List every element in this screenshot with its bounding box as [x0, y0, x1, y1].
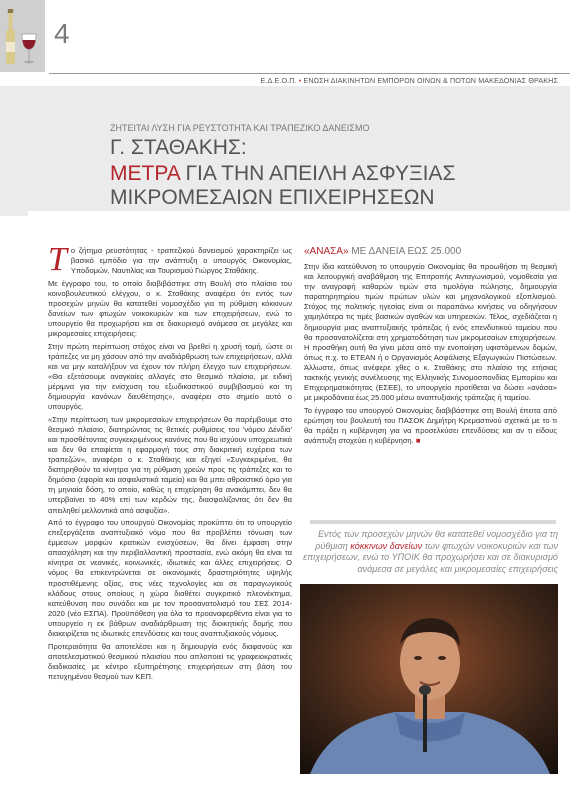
paragraph: [304, 406, 557, 446]
portrait-photo: [300, 584, 558, 774]
paragraph: «Στην περίπτωση των μικρομεσαίων επιχειρήσεων θα παρέμβουμε στο θεσμικό πλαίσιο, διατηρώντας τις θετικές ρυθμίσεις του 'νόμου Δένδια' και προσθέτοντας συγκεκριμένους κανόνες που θα ισχύουν υποχρεωτικά και δεν θα επαφίεται η εφαρμογή τους στη διακριτική ευχέρεια των τραπεζών», αναφέρει ο κ. Σταθάκης και εξηγεί «Συγκεκριμένα, θα διατηρηθούν τα κίνητρα για τη ρύθμιση χρεών προς τις τράπεζες και το δημόσιο (εφορία και ασφαλιστικά ταμεία) και θα μπει αθροιστικό όριο για τη μηνιαία δόση, το οποίο, καθώς η επιχείρηση θα ανακάμπτει, δεν θα υπερβαίνει το 40% επί των κερδών της, διασφαλίζοντας ότι δεν θα απειληθεί μελλοντικά από ασφυξία».: [48, 414, 292, 515]
page-number: 4: [54, 18, 70, 49]
article-column-2: [304, 246, 557, 448]
header-tagline: ΕΝΩΣΗ ΔΙΑΚΙΝΗΤΩΝ ΕΜΠΟΡΩΝ ΟΙΝΩΝ & ΠΟΤΩΝ ΜΑΚΕΔΟΝΙΑΣ ΘΡΑΚΗΣ: [303, 76, 558, 85]
paragraph-text: Το έγγραφο του υπουργού Οικονομίας διαβιβάστηκε στη Βουλή έπειτα από ερώτηση του βουλευτή του ΠΑΣΟΚ Δημήτρη Κρεμαστινού σχετικά με το τι θα πράξει η κυβέρνηση για να προσελκύσει επενδύσεις και αν τι είδους ανάπτυξη στοχεύει η κυβέρνηση.: [304, 405, 557, 445]
pullquote-highlight: κόκκινων δανείων: [350, 540, 423, 551]
header-bullet: •: [298, 76, 302, 85]
drop-cap: Τ: [48, 241, 67, 278]
article-kicker: ΖΗΤΕΙΤΑΙ ΛΥΣΗ ΓΙΑ ΡΕΥΣΤΟΤΗΤΑ ΚΑΙ ΤΡΑΠΕΖΙΚΟ ΔΑΝΕΙΣΜΟ: [110, 123, 370, 133]
paragraph: Με έγγραφο του, το οποίο διαβιβάστηκε στη Βουλή στο πλαίσιο του κοινοβουλευτικού ελέγχου, ο κ. Σταθάκης αναφέρει ότι εντός των προσεχών μηνών θα κατατεθεί νομοσχέδιο για τη ρύθμιση κόκκινων δανείων των φτωχών νοικοκυριών και των επιχειρήσεων, ενώ το υπουργείο θα προχωρήσει και σε διακυρισμό ανάμεσα σε μεγάλες και μικρομεσαίες επιχειρήσεις:: [48, 278, 292, 339]
title-highlight: ΜΕΤΡΑ: [110, 162, 180, 185]
article-column-1: [48, 241, 292, 684]
title-line-2: [110, 163, 455, 184]
paragraph: [48, 241, 292, 278]
title-line-1: Γ. ΣΤΑΘΑΚΗΣ:: [110, 136, 247, 159]
header-org: Ε.Δ.Ε.Ο.Π.: [260, 76, 297, 85]
paragraph: Από το έγγραφο του υπουργού Οικονομίας προκύπτει ότι το υπουργείο επεξεργάζεται αναπτυξιακό νόμο που θα προβλέπει τόνωση των έμμεσων μορφών κρατικών ενισχύσεων, θα δίνει έμφαση στην απασχόληση και την περιβαλλοντική προστασία, ενώ ακόμη θα είναι τα κίνητρα σε νεανικές, κοινωνικές, ιδιωτικές και άλλες επιχειρήσεις. Ο νόμος θα επικεντρώνεται σε οικονομικές δραστηριότητες υψηλής προστιθέμενης αξίας, στις νέες τεχνολογίες και σε παραγωγικούς κλάδους στους οποίους η χώρα διαθέτει συγκριτικό πλεονέκτημα, κατεύθυνση που συνάδει και με τον προσανατολισμό του ΣΕΣ 2014-2020 (νέο ΕΣΠΑ). Προϋπόθεση για όλα τα προαναφερθέντα είναι για το υπουργείο η εκ βάθρων αναδιάρθρωση της διοικητικής δομής που διακειρίζεται τις ιδιωτικές επενδύσεις και τους αναπτυξιακούς νόμους.: [48, 518, 292, 639]
running-header: [260, 76, 558, 85]
end-mark: ■: [415, 435, 421, 445]
title-line-2-rest: ΓΙΑ ΤΗΝ ΑΠΕΙΛΗ ΑΣΦΥΞΙΑΣ: [179, 162, 456, 185]
paragraph: Προτεραιότητα θα αποτελέσει και η δημιουργία ενός διαφανούς και αποτελεσματικού θεσμικού πλαισίου που απλοποιεί τις γραφειοκρατικές διαδικασίες με κέντρο εξυπηρέτησης επιχειρήσεων στη βάση του πετυχημένου θεσμού των ΚΕΠ.: [48, 641, 292, 681]
subhead-highlight: «ΑΝΑΣΑ»: [304, 246, 352, 257]
pull-quote: [300, 529, 558, 575]
title-line-3: ΜΙΚΡΟΜΕΣΑΙΩΝ ΕΠΙΧΕΙΡΗΣΕΩΝ: [110, 186, 435, 209]
header-rule: [49, 73, 570, 74]
pullquote-text-1: Εντός των προσεχών μηνών θα κατατεθεί νομοσχέδιο για τη ρύθμιση: [315, 529, 558, 551]
paragraph: Στην πρώτη περίπτωση στόχος είναι να βρεθεί η χρυσή τομή, ώστε οι τράπεζες να μη χάσουν από την αναδιάρθρωση των επιχειρήσεων, αλλά και να μην καταλήξουν να έχουν τον πλήρη έλεγχο των επιχειρήσεων. «Θα εξετάσουμε αναγκαίες αλλαγές στο θεσμικό πλαίσιο, με ειδική μέριμνα για την ενίσχυση του εξωδικαστικού συμβιβασμού και τη δημιουργία κανόνων διευθέτησης», αναφέρει στο σημείο αυτό ο υπουργός.: [48, 341, 292, 412]
section-subhead: [304, 246, 557, 258]
paragraph-text: ο ζήτημα ρευστότητας - τραπεζικού δανεισμού χαρακτηρίζει ως βασικό εμπόδιο για την ανάπτυξη ο υπουργός Οικονομίας, Υποδομών, Ναυτιλίας και Τουρισμού Γιώργος Σταθάκης.: [70, 246, 292, 276]
wine-bottle-glass-logo: [0, 0, 45, 72]
paragraph: Στην ίδια κατεύθυνση το υπουργείο Οικονομίας θα προωθήσει τη θεσμική και λειτουργική αναβάθμιση της Επιτροπής Ανταγωνισμού, νομοθεσία για την αναγραφή καθαρών τιμών στα τιμολόγια πώλησης, δημιουργία παρατηρητηρίου τιμών πρώτων υλών και μηχανολογικού εξοπλισμού. Στόχος της πολιτικής ηγεσίας είναι οι παραπάνω κινήσεις να οδηγήσουν χαμηλότερα τις τιμές βασικών αγαθών και υπηρεσιών. Τέλος, σχεδιάζεται η δημιουργία μιας αναπτυξιακής τράπεζας ή ενός επενδυτικού ταμείου που θα προσανατολίζεται στη χρηματοδότηση των μικρομεσαίων επιχειρήσεων. Η προσθήκη αυτή θα γίνει μέσα από την ενοποίηση υφιστάμενων δομών, όπως π.χ. το ΕΤΕΑΝ ή ο Οργανισμός Ασφάλισης Εξαγωγικών Πιστώσεων. Άλλωστε, όπως ανέφερε χθες ο κ. Σταθάκης στο πλαίσιο της ετήσιας τακτικής γενικής συνέλευσης της Ελληνικής Συνομοσπονδίας Εμπορίου και Επιχειρηματικότητας (ΕΣΕΕ), το υπουργείο προτίθεται να δώσει «ανάσα» με μικροδάνεια έως 25.000 μέσω αναπτυξιακής τράπεζας ή ταμείου.: [304, 262, 557, 403]
subhead-text: ΜΕ ΔΑΝΕΙΑ ΕΩΣ 25.000: [351, 246, 462, 257]
pullquote-rule: [310, 520, 556, 524]
pullquote-text-2: των φτωχών νοικοκυριών και των επιχειρήσεων, ενώ το ΥΠΟΙΚ θα προχωρήσει και σε διακυρισμό ανάμεσα σε μεγάλες και μικρομεσαίες επιχειρήσεις: [303, 540, 558, 574]
